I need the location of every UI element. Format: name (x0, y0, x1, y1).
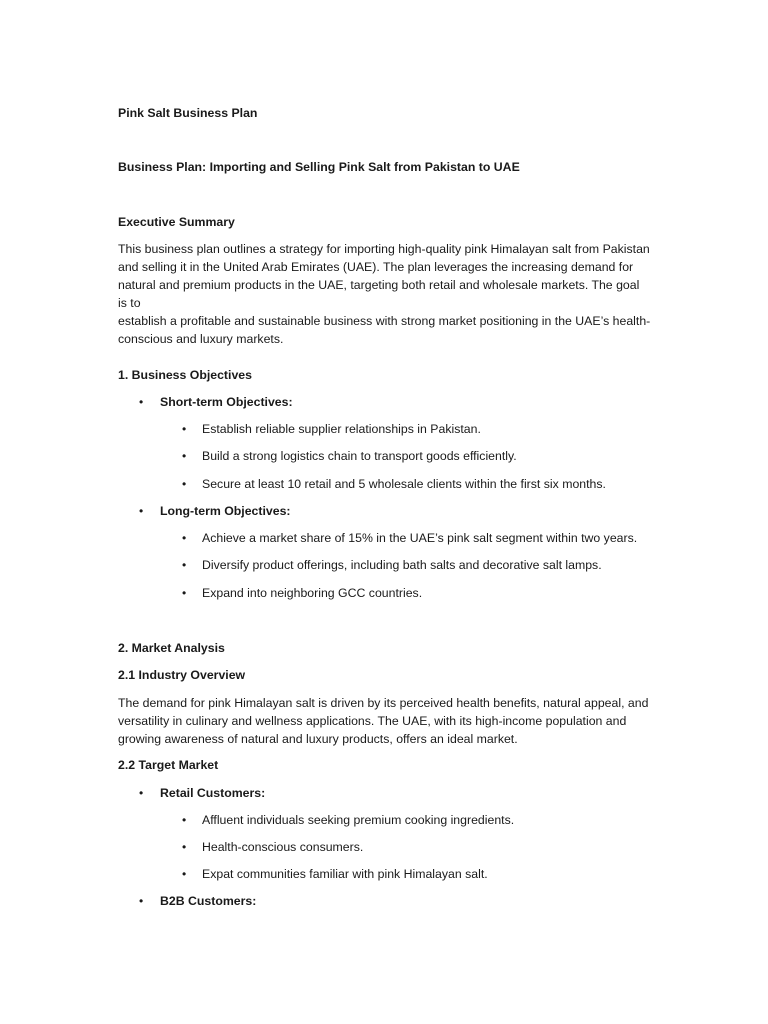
bullet-icon: • (182, 867, 187, 881)
retail-customers-label: Retail Customers: (160, 786, 266, 800)
industry-overview-paragraph (118, 694, 651, 748)
bullet-icon: • (139, 894, 144, 908)
paragraph-line: growing awareness of natural and luxury products, offers an ideal market. (118, 732, 518, 746)
bullet-icon: • (182, 422, 187, 436)
list-item-text: Achieve a market share of 15% in the UAE’s pink salt segment within two years. (202, 531, 638, 545)
bullet-icon: • (139, 395, 144, 409)
list-item-text: Expand into neighboring GCC countries. (202, 586, 423, 600)
business-objectives-heading: 1. Business Objectives (118, 368, 252, 382)
bullet-icon: • (139, 504, 144, 518)
document-title: Pink Salt Business Plan (118, 106, 258, 120)
paragraph-line: conscious and luxury markets. (118, 332, 284, 346)
bullet-icon: • (182, 531, 187, 545)
paragraph-line: versatility in culinary and wellness applications. The UAE, with its high-income population and (118, 714, 627, 728)
bullet-icon: • (139, 786, 144, 800)
list-item-text: Build a strong logistics chain to transport goods efficiently. (202, 449, 517, 463)
executive-summary-heading: Executive Summary (118, 215, 235, 229)
bullet-icon: • (182, 477, 187, 491)
list-item-text: Health-conscious consumers. (202, 840, 364, 854)
market-analysis-heading: 2. Market Analysis (118, 641, 225, 655)
bullet-icon: • (182, 813, 187, 827)
short-term-objectives-label: Short-term Objectives: (160, 395, 293, 409)
paragraph-line: natural and premium products in the UAE, targeting both retail and wholesale markets. The goal is to (118, 278, 640, 310)
paragraph-line: establish a profitable and sustainable business with strong market positioning in the UAE’s health- (118, 314, 651, 328)
plan-title: Business Plan: Importing and Selling Pink Salt from Pakistan to UAE (118, 160, 520, 174)
bullet-icon: • (182, 586, 187, 600)
long-term-objectives-label: Long-term Objectives: (160, 504, 291, 518)
paragraph-line: This business plan outlines a strategy for importing high-quality pink Himalayan salt from Pakistan (118, 242, 650, 256)
executive-summary-paragraph (118, 240, 651, 348)
industry-overview-heading: 2.1 Industry Overview (118, 668, 246, 682)
bullet-icon: • (182, 558, 187, 572)
list-item-text: Diversify product offerings, including bath salts and decorative salt lamps. (202, 558, 602, 572)
bullet-icon: • (182, 840, 187, 854)
bullet-icon: • (182, 449, 187, 463)
target-market-heading: 2.2 Target Market (118, 758, 219, 772)
paragraph-line: The demand for pink Himalayan salt is driven by its perceived health benefits, natural appeal, and (118, 696, 649, 710)
list-item-text: Secure at least 10 retail and 5 wholesale clients within the first six months. (202, 477, 606, 491)
list-item-text: Affluent individuals seeking premium cooking ingredients. (202, 813, 515, 827)
list-item-text: Establish reliable supplier relationships in Pakistan. (202, 422, 481, 436)
paragraph-line: and selling it in the United Arab Emirates (UAE). The plan leverages the increasing demand for (118, 260, 634, 274)
b2b-customers-label: B2B Customers: (160, 894, 257, 908)
list-item-text: Expat communities familiar with pink Himalayan salt. (202, 867, 488, 881)
